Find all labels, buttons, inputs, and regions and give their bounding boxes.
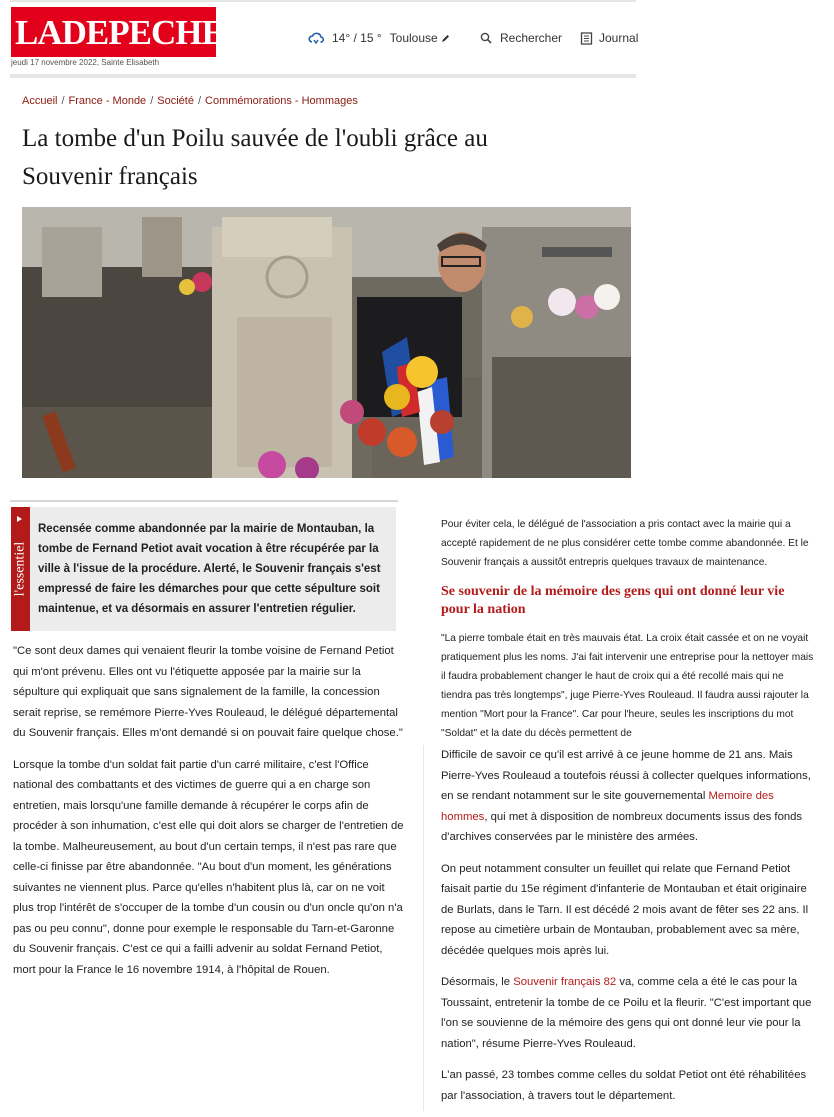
search-label: Rechercher bbox=[500, 31, 563, 45]
breadcrumb-item-france-monde[interactable]: France - Monde bbox=[68, 95, 147, 107]
journal-button[interactable] bbox=[580, 31, 638, 45]
paragraph-text: Désormais, le bbox=[441, 976, 514, 988]
article-paragraph bbox=[441, 745, 816, 848]
logo-extension: .fr bbox=[225, 16, 254, 47]
breadcrumb: Accueil / France - Monde / Société / Commémorations - Hommages bbox=[22, 95, 358, 107]
article-paragraph: L'an passé, 23 tombes comme celles du soldat Petiot ont été réhabilitées par l'association, à travers tout le département. bbox=[441, 1069, 807, 1102]
edit-pencil-icon[interactable] bbox=[441, 34, 450, 43]
article-paragraph: Lorsque la tombe d'un soldat fait partie d'un carré militaire, c'est l'Office national des combattants et des victimes de guerre qui a en charge son entretien, mais lorsqu'une famille demande à récupérer le corps afin de procéder à son inhumation, c'est elle qui doit alors se charger de l'entretien de la tombe. Malheureusement, au bout d'un certain temps, il n'est pas rare que celle-ci finisse par être abandonnée. "Au bout d'un moment, les générations suivantes ne viennent plus. Parce qu'elles n'habitent plus là, car on ne voit plus trop l'intérêt de s'occuper de la tombe d'un cousin ou d'un oncle qu'on n'a pas ou peu connu", donne pour exemple le responsable du Tarn-et-Garonne du Souvenir français. C'est ce qui a failli advenir au soldat Fernand Petiot, mort pour la France le 16 novembre 1914, à l'hôpital de Rouen. bbox=[13, 758, 404, 976]
souvenir-francais-82-link[interactable]: Souvenir français 82 bbox=[513, 976, 617, 988]
article-paragraph: Pour éviter cela, le délégué de l'association a pris contact avec la mairie qui a accepté rapidement de ne plus considérer cette tombe comme abandonnée. Et le Souvenir français a aussitôt entrepris quelques travaux de maintenance. bbox=[441, 519, 809, 568]
weather-widget[interactable] bbox=[308, 31, 450, 45]
logo-name: LADEPECHE bbox=[15, 12, 224, 52]
article-paragraph: "Ce sont deux dames qui venaient fleurir la tombe voisine de Fernand Petiot qui m'ont prévenu. Elles ont vu l'étiquette apposée par la mairie sur la sépulture qui expliquait que sans signalement de la famille, la concession serait reprise, se remémore Pierre-Yves Rouleaud, le délégué départemental du Souvenir français. Elles m'ont demandé si on pouvait faire quelque chose." bbox=[13, 645, 403, 739]
article-paragraph: On peut notamment consulter un feuillet qui relate que Fernand Petiot faisait partie du 15e régiment d'infanterie de Montauban et était originaire de Burlats, dans le Tarn. Il est décédé 2 mois avant de fêter ses 22 ans. Il repose au cimetière urbain de Montauban, probablement avec sa mère, décédée quelques mois après lui. bbox=[441, 862, 809, 957]
article-paragraph: "La pierre tombale était en très mauvais état. La croix était cassée et on ne voyait pratiquement plus les noms. J'ai fait intervenir une entreprise pour la nettoyer mais il faudra probablement changer le haut de croix qui a été recollé mais qui ne tiendra pas très longtemps", juge Pierre-Yves Rouleaud. Il faudra aussi rajouter la mention "Mort pour la France". Car pour l'heure, seules les inscriptions du mot "Soldat" et la date du décès permettent de bbox=[441, 633, 814, 739]
journal-label: Journal bbox=[599, 31, 639, 45]
memoire-des-hommes-link[interactable]: Memoire des hommes bbox=[441, 790, 774, 823]
breadcrumb-item-commemorations[interactable]: Commémorations - Hommages bbox=[205, 95, 358, 107]
weather-icon bbox=[308, 31, 324, 45]
search-icon bbox=[480, 32, 492, 44]
essentiel-top-rule bbox=[10, 500, 398, 502]
header-date: jeudi 17 novembre 2022, Sainte Elisabeth bbox=[11, 58, 160, 67]
header-top-rule bbox=[10, 0, 636, 2]
weather-city: Toulouse bbox=[389, 31, 438, 45]
paragraph-text: Difficile de savoir ce qu'il est arrivé à ce jeune homme de 21 ans. Mais Pierre-Yves Rouleaud a toutefois réussi à collecter quelques informations, en se rendant notamment sur le site gouvernemental bbox=[441, 749, 811, 802]
cemetery-photo-illustration bbox=[22, 207, 631, 478]
paragraph-text: va, comme cela a été le cas pour la Toussaint, entretenir la tombe de ce Poilu et la fleurir. "C'est important que l'on se souvienne de la mémoire des gens qui ont donné leur vie pour la nation", résume Pierre-Yves Rouleaud. bbox=[441, 976, 812, 1050]
essentiel-text: Recensée comme abandonnée par la mairie de Montauban, la tombe de Fernand Petiot avait vocation à être récupérée par la ville à l'issue de la procédure. Alerté, le Souvenir français s'est empressé de faire les démarches pour que cette sépulture soit maintenue, et va désormais en assurer l'entretien régulier. bbox=[38, 523, 381, 615]
newspaper-icon bbox=[580, 32, 593, 45]
breadcrumb-item-accueil[interactable]: Accueil bbox=[22, 95, 58, 107]
site-logo[interactable] bbox=[11, 7, 254, 57]
essentiel-label: l'essentiel bbox=[12, 541, 28, 597]
article-title: La tombe d'un Poilu sauvée de l'oubli grâce au Souvenir français bbox=[22, 125, 488, 190]
article-subheading: Se souvenir de la mémoire des gens qui ont donné leur vie pour la nation bbox=[441, 584, 785, 617]
article-left-column bbox=[13, 641, 405, 991]
column-divider bbox=[423, 745, 424, 1111]
weather-temperature: 14° / 15 ° bbox=[332, 31, 382, 45]
article-photo[interactable] bbox=[22, 207, 631, 478]
essentiel-tab bbox=[11, 507, 30, 631]
breadcrumb-item-societe[interactable]: Société bbox=[157, 95, 194, 107]
search-button[interactable] bbox=[480, 31, 562, 45]
article-paragraph bbox=[441, 972, 816, 1054]
paragraph-text: , qui met à disposition de nombreux documents issus des fonds d'archives conservées par le ministère des armées. bbox=[441, 810, 803, 843]
article-right-column bbox=[441, 515, 816, 1117]
header-bottom-rule bbox=[10, 74, 636, 78]
